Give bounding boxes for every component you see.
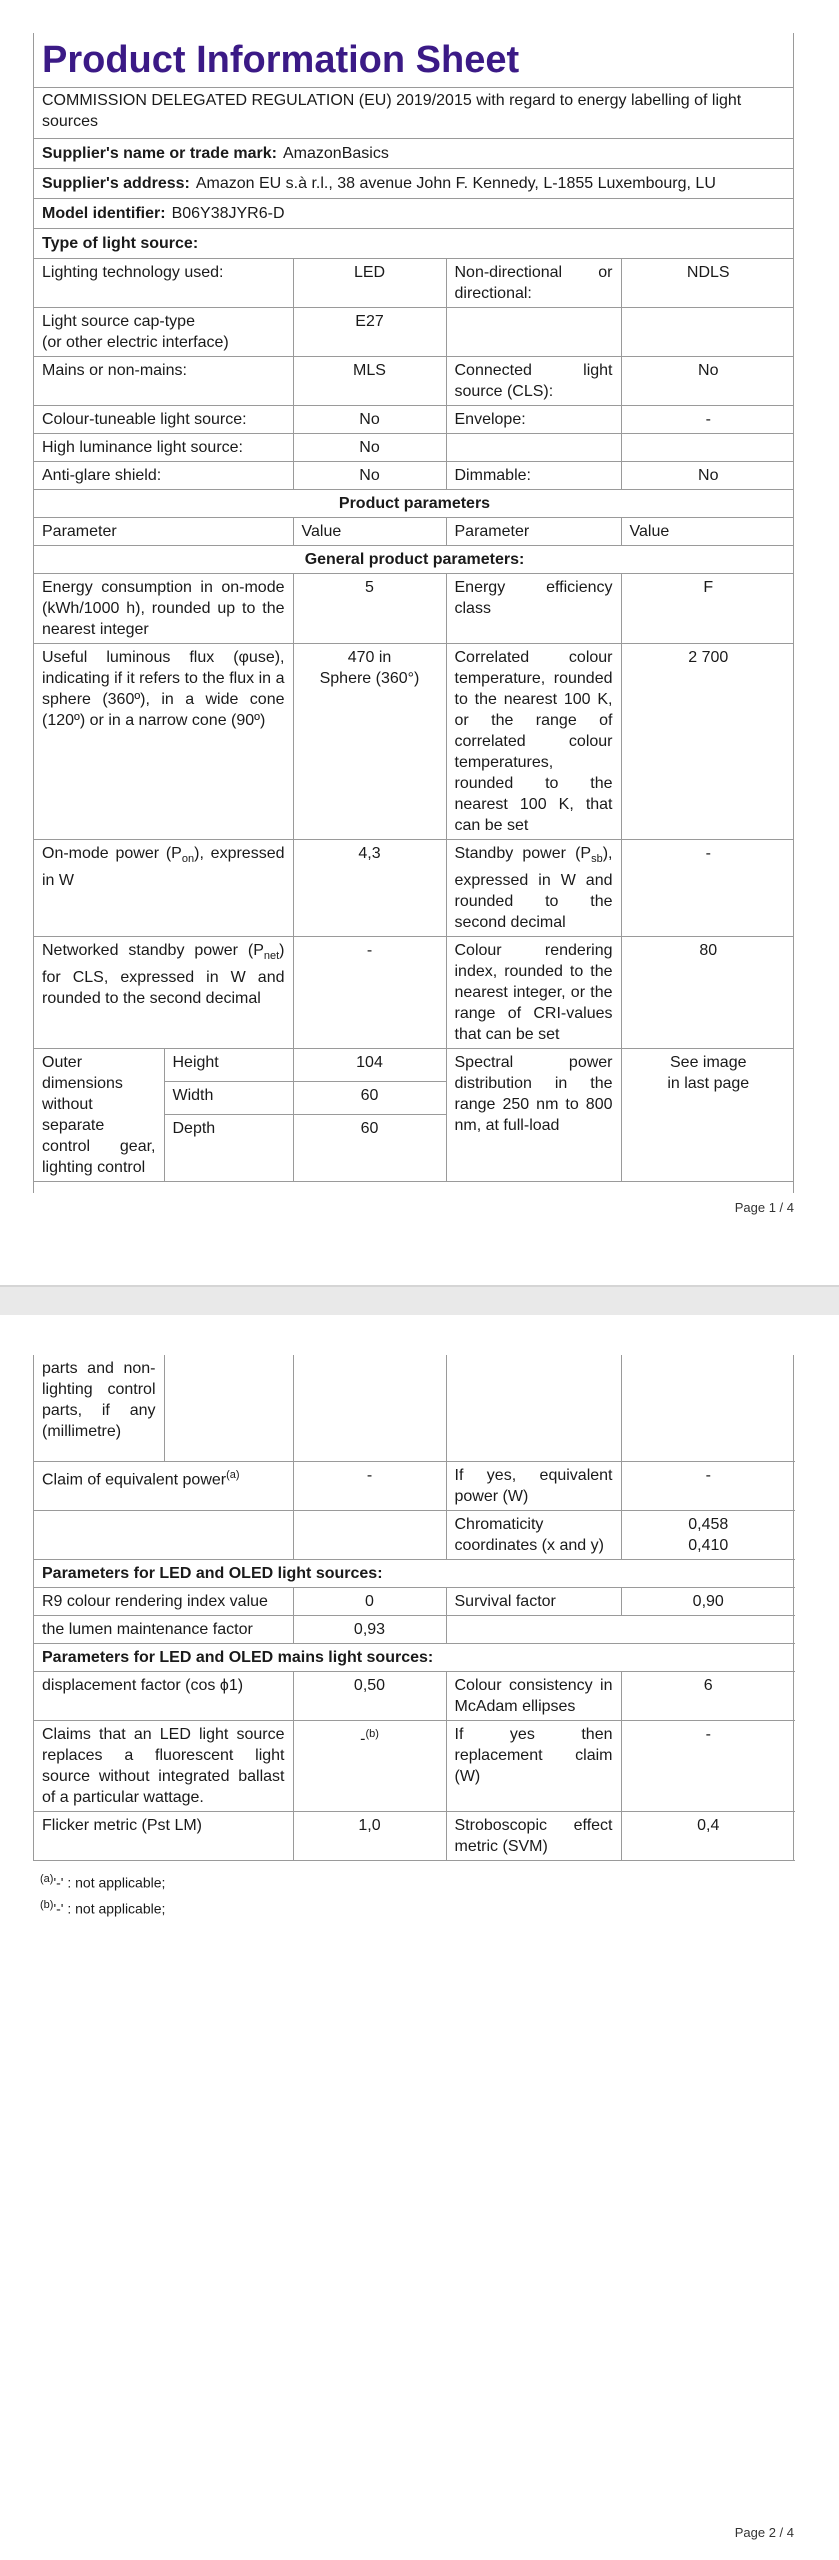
empty-cell — [446, 1616, 795, 1644]
row-value: 1,0 — [293, 1812, 446, 1861]
model-label: Model identifier: — [42, 205, 166, 222]
row-value-2: No — [621, 357, 794, 406]
table-row — [34, 1812, 795, 1861]
supplier-address-label: Supplier's address: — [42, 175, 190, 192]
supplier-name-row — [34, 138, 793, 168]
table-row — [34, 434, 794, 462]
table-row — [34, 259, 794, 308]
parameters-table-continued — [34, 1355, 795, 1861]
row-label-2: Spectral power distribution in the range 250 nm to 800 nm, at full-load — [446, 1049, 621, 1182]
standby-sub: sb — [591, 853, 603, 866]
empty-cell — [621, 308, 794, 357]
networked-label-a: Networked standby power (P — [42, 942, 264, 960]
depth-label: Depth — [164, 1115, 293, 1182]
cap-type-label-b: (or other electric interface) — [42, 334, 229, 351]
row-label-2: Colour rendering index, rounded to the nearest integer, or the range of CRI-values that can be set — [446, 937, 621, 1049]
footnote-text: '-' : not applicable; — [53, 1900, 166, 1917]
row-value: 0,50 — [293, 1672, 446, 1721]
networked-sub: net — [263, 950, 280, 963]
info-sheet-page-2 — [33, 1355, 794, 1861]
empty-cell — [164, 1355, 293, 1462]
page-gap — [0, 1285, 839, 1315]
footnote-ref: (a) — [226, 1469, 240, 1481]
standby-label-a: Standby power (P — [454, 845, 592, 862]
depth-value: 60 — [293, 1115, 446, 1182]
row-label: Energy consumption in on-mode (kWh/1000 h), rounded up to the nearest integer — [34, 574, 293, 644]
row-label-2: Connected light source (CLS): — [446, 357, 621, 406]
table-row — [34, 644, 794, 840]
table-row — [34, 1049, 794, 1082]
empty-cell — [621, 434, 794, 462]
row-value-2: - — [621, 406, 794, 434]
onmode-label-a: On-mode power (P — [42, 845, 182, 862]
section-heading-row — [34, 546, 794, 574]
type-heading-text: Type of light source: — [42, 235, 199, 252]
table-row — [34, 574, 794, 644]
col-header-parameter-2: Parameter — [446, 518, 621, 546]
empty-cell — [446, 434, 621, 462]
dimensions-label-continued: parts and non-lighting control parts, if any (millimetre) — [34, 1355, 164, 1462]
row-label — [34, 840, 293, 937]
width-label: Width — [164, 1082, 293, 1115]
empty-cell — [621, 1355, 795, 1462]
row-value-2: F — [621, 574, 794, 644]
row-value-2: - — [621, 1462, 795, 1511]
row-label: Flicker metric (Pst LM) — [34, 1812, 293, 1861]
table-row — [34, 357, 794, 406]
spd-value-a: See image — [670, 1054, 747, 1072]
row-value — [293, 644, 446, 840]
info-sheet-page-1 — [33, 33, 794, 1193]
fluorescent-value: - — [360, 1730, 366, 1748]
section-heading-row — [34, 1644, 795, 1672]
chromaticity-y: 0,410 — [688, 1537, 729, 1554]
row-value-2: NDLS — [621, 259, 794, 308]
width-value: 60 — [293, 1082, 446, 1115]
product-parameters-heading: Product parameters — [34, 490, 794, 518]
flux-value: 470 in — [347, 649, 392, 666]
row-value-2 — [621, 1049, 794, 1182]
row-value — [293, 1721, 446, 1812]
footnotes — [40, 1868, 165, 1919]
row-value: No — [293, 462, 446, 490]
row-value: MLS — [293, 357, 446, 406]
row-label — [34, 1462, 293, 1511]
row-label-2: Correlated colour temperature, rounded to the nearest 100 K, or the range of correlated colour temperatures, rounded to the nearest 100 K, that can be set — [446, 644, 621, 840]
row-label-2: If yes, equivalent power (W) — [446, 1462, 621, 1511]
onmode-sub: on — [181, 853, 195, 866]
height-label: Height — [164, 1049, 293, 1082]
row-label-2: Dimmable: — [446, 462, 621, 490]
dimensions-label: Outer dimensions without separate control gear, lighting control — [34, 1049, 164, 1182]
row-label — [34, 937, 293, 1049]
page-number: Page 2 / 4 — [734, 2525, 794, 2540]
page-2 — [0, 1315, 839, 2560]
footnote-mark: (a) — [40, 1873, 54, 1885]
row-value-2: 6 — [621, 1672, 795, 1721]
row-label: Anti-glare shield: — [34, 462, 293, 490]
table-row — [34, 840, 794, 937]
row-label-2: If yes then replacement claim (W) — [446, 1721, 621, 1812]
page-title: Product Information Sheet — [42, 39, 520, 81]
section-heading-row — [34, 490, 794, 518]
row-value-2: 80 — [621, 937, 794, 1049]
row-value: 0,93 — [293, 1616, 446, 1644]
table-row — [34, 1721, 795, 1812]
col-header-value: Value — [293, 518, 446, 546]
row-value: No — [293, 434, 446, 462]
row-value: - — [293, 937, 446, 1049]
row-label-2: Non-directional or directional: — [446, 259, 621, 308]
table-row — [34, 1616, 795, 1644]
row-label-2: Colour consistency in McAdam ellipses — [446, 1672, 621, 1721]
row-label-2: Stroboscopic effect metric (SVM) — [446, 1812, 621, 1861]
empty-cell — [293, 1355, 446, 1462]
supplier-address-value: Amazon EU s.à r.l., 38 avenue John F. Kennedy, L-1855 Luxembourg, LU — [195, 175, 716, 192]
row-value-2 — [621, 1511, 795, 1560]
table-row — [34, 1355, 795, 1462]
supplier-name-value: AmazonBasics — [283, 145, 389, 162]
table-row — [34, 1511, 795, 1560]
table-row — [34, 1462, 795, 1511]
row-label: Claims that an LED light source replaces a fluorescent light source without integrated ballast of a particular wattage. — [34, 1721, 293, 1812]
column-header-row — [34, 518, 794, 546]
spd-value-b: in last page — [667, 1075, 750, 1093]
row-label: Useful luminous flux (φuse), indicating if it refers to the flux in a sphere (360º), in a wide cone (120º) or in a narrow cone (90º) — [34, 644, 293, 840]
row-label-2: Chromaticity coordinates (x and y) — [446, 1511, 621, 1560]
height-value: 104 — [293, 1049, 446, 1082]
table-row — [34, 1672, 795, 1721]
row-value-2: - — [621, 840, 794, 937]
footnote-mark: (b) — [40, 1898, 54, 1911]
row-value: E27 — [293, 308, 446, 357]
chromaticity-x: 0,458 — [688, 1516, 729, 1533]
row-label-2: Energy efficiency class — [446, 574, 621, 644]
row-value-2: - — [621, 1721, 795, 1812]
row-value: No — [293, 406, 446, 434]
page-number: Page 1 / 4 — [734, 1200, 794, 1215]
row-value: 5 — [293, 574, 446, 644]
row-label — [34, 308, 293, 357]
model-value: B06Y38JYR6-D — [171, 205, 285, 222]
supplier-name-label: Supplier's name or trade mark: — [42, 145, 277, 162]
row-value: 0 — [293, 1588, 446, 1616]
table-row — [34, 308, 794, 357]
row-label: High luminance light source: — [34, 434, 293, 462]
regulation-text: COMMISSION DELEGATED REGULATION (EU) 2019/2015 with regard to energy labelling of light sources — [34, 87, 793, 138]
row-label-2: Envelope: — [446, 406, 621, 434]
footnote-text: '-' : not applicable; — [53, 1874, 166, 1891]
empty-cell — [446, 1355, 621, 1462]
row-label: Lighting technology used: — [34, 259, 293, 308]
empty-cell — [293, 1511, 446, 1560]
equiv-power-label: Claim of equivalent power — [42, 1471, 227, 1489]
row-label-2: Survival factor — [446, 1588, 621, 1616]
table-row — [34, 1588, 795, 1616]
general-parameters-heading: General product parameters: — [34, 546, 794, 574]
row-value-2: 2 700 — [621, 644, 794, 840]
standby-label-b: ), expressed in W and rounded to the second decimal — [454, 845, 613, 932]
row-value: LED — [293, 259, 446, 308]
row-value-2: 0,4 — [621, 1812, 795, 1861]
model-row — [34, 198, 793, 228]
footnote — [40, 1894, 165, 1920]
table-row — [34, 462, 794, 490]
col-header-value-2: Value — [621, 518, 794, 546]
footnote-ref: (b) — [365, 1728, 379, 1740]
led-parameters-heading: Parameters for LED and OLED light sources: — [34, 1560, 795, 1588]
mains-parameters-heading: Parameters for LED and OLED mains light sources: — [34, 1644, 795, 1672]
row-label: displacement factor (cos ϕ1) — [34, 1672, 293, 1721]
row-label: Colour-tuneable light source: — [34, 406, 293, 434]
type-heading — [34, 228, 793, 258]
table-row — [34, 406, 794, 434]
empty-cell — [34, 1511, 293, 1560]
row-value-2: No — [621, 462, 794, 490]
col-header-parameter: Parameter — [34, 518, 293, 546]
row-value: - — [293, 1462, 446, 1511]
onmode-label-b: ), expressed in W — [42, 845, 285, 890]
networked-label-b: ) for CLS, expressed in W and rounded to the second decimal — [42, 942, 285, 1008]
parameters-table — [34, 258, 794, 1182]
row-label: the lumen maintenance factor — [34, 1616, 293, 1644]
row-label: Mains or non-mains: — [34, 357, 293, 406]
footnote — [40, 1868, 165, 1894]
supplier-address-row — [34, 168, 793, 198]
section-heading-row — [34, 1560, 795, 1588]
row-label: R9 colour rendering index value — [34, 1588, 293, 1616]
cap-type-label: Light source cap-type — [42, 313, 195, 330]
flux-value-unit: Sphere (360°) — [319, 670, 420, 687]
row-value: 4,3 — [293, 840, 446, 937]
row-value-2: 0,90 — [621, 1588, 795, 1616]
table-row — [34, 937, 794, 1049]
row-label-2 — [446, 840, 621, 937]
empty-cell — [446, 308, 621, 357]
